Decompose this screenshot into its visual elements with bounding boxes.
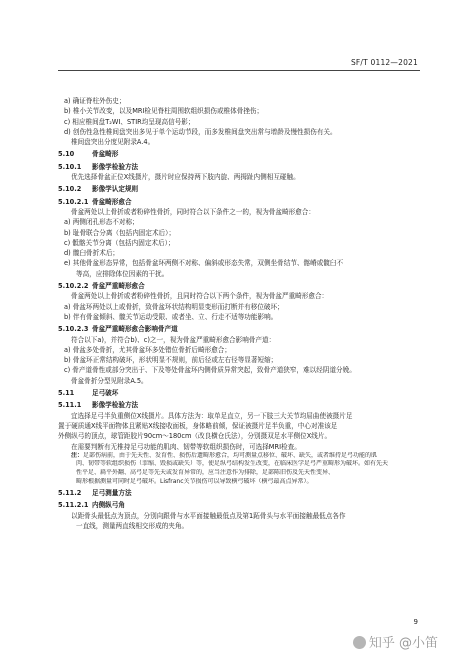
paragraph-line: 一直线，测量两直线相交形成的夹角。 — [76, 522, 189, 531]
section-title: 骨盆畸形愈合 — [92, 197, 132, 206]
page-number: 9 — [413, 618, 418, 626]
section-heading — [58, 488, 420, 498]
note — [58, 452, 420, 461]
section-heading — [58, 149, 420, 159]
watermark — [348, 632, 438, 651]
section-heading — [58, 500, 420, 510]
list-item: c) 骶髂关节分离（包括内固定术后）； — [64, 238, 175, 247]
paragraph: 宜选择足弓半负重侧位X线摄片。具体方法为：取单足直立，另一下肢三大关节均屈曲使被摄片足 — [71, 411, 353, 420]
section-heading — [58, 197, 420, 207]
standard-code: SF/T 0112—2021 — [350, 58, 418, 67]
section-title: 足弓破坏 — [92, 389, 119, 398]
section-heading — [58, 324, 420, 334]
watermark-avatar-icon — [353, 636, 366, 649]
note-label: 注： — [71, 451, 84, 459]
list-item: d) 创伤性急性椎间盘突出多见于单个运动节段，而多发椎间盘突出常与增龄及慢性损伤有关。 — [64, 127, 337, 136]
list-item: d) 髋臼骨折术后； — [64, 249, 120, 258]
note-text: 畸形根据测量可同时足弓破坏。Lisfranc关节损伤可以导致横弓破坏（横弓最高点异常）。 — [76, 477, 313, 485]
paragraph-line: 外侧纵弓的顶点，球管距胶片90cm～180cm（改良横仓氏法），分别摄双足水平侧位X线片。 — [58, 432, 332, 441]
section-heading — [58, 388, 420, 398]
list-item: c) 相应椎间盘T₂WI、STIR均呈现高信号影； — [64, 117, 195, 126]
section-title: 影像学检验方法 — [92, 401, 139, 410]
note-text: 足部伤病前，由于先天性、发育性、损伤后遗畸形愈合，均可测量点移位、破坏、缺失，或者维持足弓功能的肌 — [83, 451, 378, 459]
section-number: 5.10.2.2 — [58, 282, 89, 291]
list-item: a) 骨盆环两处以上或骨折，致骨盆环状结构明显变形而打断并有移位破坏； — [64, 302, 284, 311]
section-title: 影像学检验方法 — [92, 162, 139, 171]
section-title: 内侧纵弓角 — [92, 501, 125, 510]
paragraph: 在需要判断有无椎持足弓功能的肌肉、韧带等软组织损伤时，可选择MRI检查。 — [71, 442, 301, 451]
paragraph: 符合以下a)，并符合b)、c)之一，视为骨盆严重畸形愈合影响骨产道： — [71, 335, 276, 344]
section-number: 5.10 — [58, 150, 75, 159]
document-body — [58, 96, 420, 531]
paragraph-line: 等高，应排除体位因素的干扰。 — [76, 269, 169, 278]
paragraph: 骨盆两处以上骨折或者粉碎性骨折，且同时符合以下两个条件，视为骨盆严重畸形愈合： — [71, 292, 329, 301]
paragraph: 以距骨头最低点为顶点，分别向跟骨与水平面接触最低点及第1跖骨头与水平面接触最低点各作 — [71, 511, 346, 520]
section-heading — [58, 281, 420, 291]
section-number: 5.10.2.1 — [58, 197, 89, 206]
note-text: 性平足、扁平外翻、高弓足等先天或发育异常的，应当注意作为排除，足部陈旧伤及先天性变异、 — [76, 468, 335, 476]
section-heading — [58, 184, 420, 194]
section-number: 5.10.2.3 — [58, 325, 89, 334]
list-item: b) 骨盆环正常结构破坏，形状明显不规则，前后径或左右径等显著短缩； — [64, 356, 278, 365]
list-item: c) 骨产道骨性或部分突出于、下及等处骨盆环内侧骨质异常突起，致骨产道狭窄，难以经阴道分娩。 — [64, 366, 356, 375]
section-number: 5.10.2 — [58, 185, 82, 194]
paragraph: 骨盆骨折分型见附录A.5。 — [71, 376, 148, 385]
list-item: a) 两侧闭孔形态不对称； — [64, 218, 139, 227]
section-number: 5.11 — [58, 389, 75, 398]
section-title: 足弓测量方法 — [92, 489, 132, 498]
section-title: 骨盆严重畸形愈合影响骨产道 — [92, 325, 178, 334]
section-title: 影像学认定规则 — [92, 185, 139, 194]
list-item: b) 椎小关节改变，以及MRI检见脊柱周围软组织损伤或椎体骨挫伤； — [64, 107, 264, 116]
list-item: b) 伴有骨盆倾斜、髋关节运动受限、或者坐、立、行走不适等功能影响。 — [64, 312, 278, 321]
watermark-text: 知乎 @小笛 — [368, 636, 438, 651]
section-number: 5.11.2.1 — [58, 501, 89, 510]
section-number: 5.11.2 — [58, 489, 82, 498]
header-rule — [58, 70, 420, 71]
paragraph: 优先选择骨盆正位X线摄片，摄片时应保持两下肢内旋、两拇趾内侧相互碰触。 — [71, 173, 300, 182]
list-item: a) 骨盆多处骨折，尤其骨盆环多处错位骨折后畸形愈合； — [64, 345, 231, 354]
note-text: 肉、韧带等软组织损伤（挛缩、毁损或缺失）等，使足纵弓结构发生改变，在临床医学足弓严重畸形为破坏。如有先天 — [76, 460, 389, 468]
section-heading — [58, 400, 420, 410]
list-item: b) 耻骨联合分离（包括内固定术后）； — [64, 228, 176, 237]
paragraph: 椎间盘突出分度见附录A.4。 — [71, 138, 155, 147]
section-heading — [58, 162, 420, 172]
section-number: 5.10.1 — [58, 162, 82, 171]
list-item: a) 确证脊柱外伤史； — [64, 97, 126, 105]
section-number: 5.11.1 — [58, 401, 82, 410]
list-item: e) 其他骨盆形态异常，包括骨盆环两侧不对称、偏斜或形态失常，双侧坐骨结节、髂嵴或髋臼不 — [64, 259, 344, 268]
section-title: 骨盆严重畸形愈合 — [92, 282, 145, 291]
paragraph-line: 置于硬质通X线平面物体且紧贴X线接收面板，身体略前倾，保证被摄片足半负重，中心对准该足 — [58, 421, 338, 430]
paragraph: 骨盆两处以上骨折或者粉碎性骨折，同时符合以下条件之一的，视为骨盆畸形愈合： — [71, 207, 315, 216]
section-title: 骨盆畸形 — [92, 150, 119, 159]
